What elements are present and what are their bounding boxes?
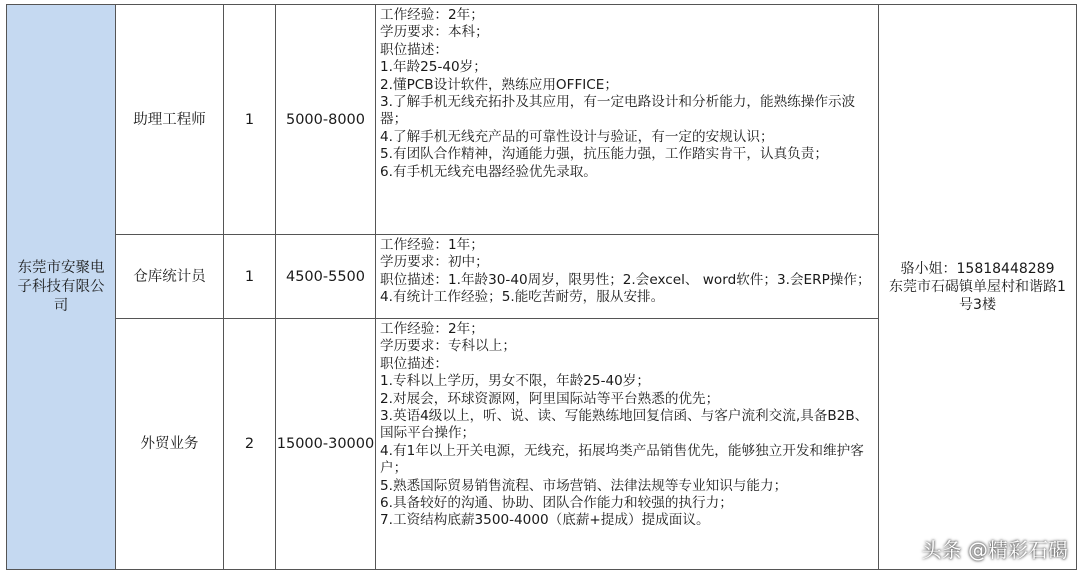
watermark: 头条 @精彩石碣 (921, 538, 1068, 562)
detail-line: 3.了解手机无线充拓扑及其应用，有一定电路设计和分析能力，能熟练操作示波器； (380, 94, 856, 128)
detail-line: 工作经验：2年； (380, 7, 484, 23)
job-title: 仓库统计员 (116, 235, 224, 319)
job-count: 1 (224, 5, 276, 235)
detail-line: 职位描述：1.年龄30-40周岁，限男性；2.会excel、 word软件；3.会ERP操作；4.有统计工作经验；5.能吃苦耐劳，服从安排。 (380, 271, 871, 306)
detail-line: 7.工资结构底薪3500-4000（底薪+提成）提成面议。 (380, 512, 710, 529)
job-salary: 15000-30000 (276, 319, 376, 570)
contact-info (879, 5, 1077, 570)
contact-person: 骆小姐：15818448289 (900, 261, 1055, 277)
job-count: 2 (224, 319, 276, 570)
detail-line: 1.专科以上学历，男女不限，年龄25-40岁； (380, 373, 650, 390)
contact-address: 东莞市石碣镇单屋村和谐路1号3楼 (889, 279, 1066, 313)
detail-line: 5.熟悉国际贸易销售流程、市场营销、法律法规等专业知识与能力； (380, 477, 788, 494)
detail-line: 4.有1年以上开关电源，无线充，拓展坞类产品销售优先，能够独立开发和维护客户； (380, 442, 864, 477)
detail-line: 工作经验：1年； (380, 237, 484, 253)
job-salary: 5000-8000 (276, 5, 376, 235)
detail-line: 学历要求：专科以上； (380, 338, 516, 355)
detail-line: 学历要求：本科； (380, 24, 489, 41)
job-details (376, 5, 879, 235)
job-details (376, 319, 879, 570)
detail-line: 职位描述： (380, 41, 448, 58)
company-name: 东莞市安聚电子科技有限公司 (7, 5, 116, 570)
detail-line: 1.年龄25-40岁； (380, 59, 487, 76)
detail-line: 2.懂PCB设计软件，熟练应用OFFICE； (380, 76, 618, 93)
detail-line: 6.有手机无线充电器经验优先录取。 (380, 163, 597, 180)
detail-line: 工作经验：2年； (380, 321, 484, 337)
table-row (7, 5, 1077, 235)
detail-line: 5.有团队合作精神，沟通能力强，抗压能力强，工作踏实肯干，认真负责； (380, 146, 828, 163)
detail-line: 3.英语4级以上，听、说、读、写能熟练地回复信函、与客户流利交流,具备B2B、国际平台操作； (380, 408, 869, 442)
job-details (376, 235, 879, 319)
detail-line: 6.具备较好的沟通、协助、团队合作能力和较强的执行力； (380, 495, 733, 512)
job-count: 1 (224, 235, 276, 319)
detail-line: 学历要求：初中； (380, 254, 489, 271)
job-listing-table (6, 4, 1076, 569)
job-salary: 4500-5500 (276, 235, 376, 319)
detail-line: 4.了解手机无线充产品的可靠性设计与验证，有一定的安规认识； (380, 128, 774, 145)
job-title: 外贸业务 (116, 319, 224, 570)
detail-line: 2.对展会，环球资源网，阿里国际站等平台熟悉的优先； (380, 390, 720, 407)
detail-line: 职位描述： (380, 355, 448, 372)
job-title: 助理工程师 (116, 5, 224, 235)
